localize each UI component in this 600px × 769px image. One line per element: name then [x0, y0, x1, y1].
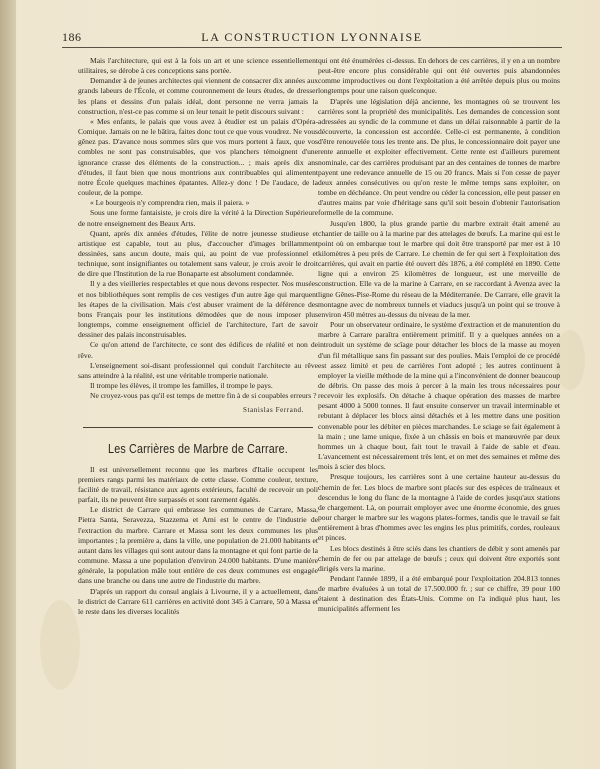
paragraph: qui ont été énumérées ci-dessus. En dehors de ces carrières, il y en a un nombre peut-être encore plus considérable qui ont été ouvertes puis abandonnées comme improductives ou dont l'exploitation a été arrêtée depuis plus ou moins longtemps pour une raison quelconque. — [318, 56, 560, 96]
paragraph: Il y a des vieilleries respectables et que nous devons respecter. Nos musées et nos bibliothèques sont remplis de ces vestiges d'un autre âge qui marquent les étapes de la civilisation. Mais c'est abuser vraiment de la déférence des bons Français pour les institutions démodées que de nous imposer plus longtemps, comme enseignement officiel de l'architecture, l'art de savoir dessiner des palais inconstruisables. — [78, 279, 318, 340]
paragraph: Il est universellement reconnu que les marbres d'Italie occupent les premiers rangs parmi les matériaux de cette classe. Comme couleur, texture, facilité de travail, résistance aux agents extérieurs, faculté de recevoir un poli parfait, ils ne peuvent être surpassés et sont rarement égalés. — [78, 464, 318, 505]
left-column — [78, 56, 318, 617]
page-number: 186 — [62, 30, 82, 44]
section-title: Les Carrières de Marbre de Carrare. — [108, 442, 288, 457]
page-header — [62, 29, 562, 48]
paper-stain — [40, 600, 80, 690]
paragraph: Pour un observateur ordinaire, le système d'extraction et de manutention du marbre à Carrare paraîtra entièrement primitif. Il y a quelques années on a introduit un système de scîage pour détacher les blocs de la masse au moyen d'un fil métallique sans fin passant sur des poulies. Mais l'emploi de ce procédé est assez limité et peu de carrières l'ont adopté ; les autres continuent à employer la vieille méthode de la mine qui a l'inconvénient de donner beaucoup de débris. On passe des mois à percer à la main les trous nécessaires pour recevoir les explosifs. On détache à chaque opération des masses de marbre pesant 4000 à 5000 tonnes. Il faut ensuite conserver un travail interminable et rebutant à déplacer les blocs ainsi détachés et à les mettre dans une position convenable pour les débiter en pièces marchandes. Le sciage se fait également à la main ; une lame unique, fixée à un châssis en bois et manœuvrée par deux hommes un à chaque bout, fait tout le travail à l'aide de sable et d'eau. L'avancement est nécessairement très lent, et on met des semaines et même des mois à scier des blocs. — [318, 320, 560, 472]
paragraph: Quant, après dix années d'études, l'élite de notre jeunesse studieuse et artistique est capable, tout au plus, d'accoucher d'images brillamment dessinées, sans aucun doute, mais qui, au point de vue professionnel et technique, sont insignifiantes ou totalement sans valeur, je crois avoir le droit de dire que l'Institution de la rue Bonaparte est absolument condamnée. — [78, 228, 318, 279]
book-binding — [0, 0, 16, 769]
paragraph: Sous une forme fantaisiste, je crois dire la vérité à la Direction Supérieure de notre enseignement des Beaux Arts. — [78, 208, 318, 228]
paragraph: Il trompe les élèves, il trompe les familles, il trompe le pays. — [90, 381, 273, 390]
paragraph: Ne croyez-vous pas qu'il est temps de mettre fin à de si coupables erreurs ? — [90, 391, 317, 401]
paragraph: Les blocs destinés à être sciés dans les chantiers de débit y sont amenés par chemin de fer ou par attelage de bœufs ; ceux qui doivent être exportés sont dirigés vers la marine. — [318, 543, 560, 573]
paragraph: « Mes enfants, le palais que vous avez à étudier est un palais d'Opéra-Comique. Jamais on ne le bâtira, faites donc tout ce que vous voudrez. Ne vous gênez pas. D'avance nous sommes sûrs que vos murs portent à faux, que vos combles ne sont pas construisables, que vos planchers témoignent d'une ignorance crasse des éléments de la construction... ; mais après dix ans d'études, il faut bien que nous montrions aux contribuables qui alimentent notre École quelques machines épatantes. Allez-y donc ! De l'audace, de la couleur, de la pompe. — [78, 116, 318, 198]
paragraph: Pendant l'année 1899, il a été embarqué pour l'exploitation 204.813 tonnes de marbre évaluées à un total de 17.500.000 fr. ; sur ce chiffre, 39 pour 100 étaient à destination des États-Unis. Comme on l'a indiqué plus haut, les municipalités afferment les — [318, 573, 560, 614]
paragraph: L'enseignement soi-disant professionnel qui conduit l'architecte au rêve sans atteindre à la réalité, est une véritable tromperie nationale. — [78, 360, 318, 380]
paragraph: Jusqu'en 1800, la plus grande partie du marbre extrait était amené au chantier de taille ou à la marine par des attelages de bœufs. La marine qui est le point où on embarque tout le marbre qui doit être transporté par mer est à 10 kilomètres à peu près de Carrare. Le chemin de fer qui sert à l'exploitation des carrières, qui avait en partie été ouvert dès 1876, a été complété en 1890. Cette ligne qui a environ 25 kilomètres de longueur, est une merveille de construction. Elle va de la marine à Carrare, en se raccordant à Avenza avec la ligne Gênes-Pise-Rome du réseau de la Méditerranée. De Carrare, elle gravit la montagne avec de nombreux tunnels et viaducs jusqu'à un point qui se trouve à environ 450 mètres au-dessus du niveau de la mer. — [318, 218, 560, 319]
paragraph: Mais l'architecture, qui est à la fois un art et une science essentiellement utilitaires, se dérobe à ces conceptions sans portée. — [78, 56, 318, 76]
paragraph: Presque toujours, les carrières sont à une certaine hauteur au-dessus du chemin de fer. Les blocs de marbre sont placés sur des espèces de traîneaux et descendus le long du flanc de la montagne à l'aide de cordes jusqu'aux stations de chargement. Là, on pourrait employer avec une énorme économie, des grues pour charger le marbre sur les wagons plates-formes, tandis que le travail se fait entièrement à bras d'hommes avec les engins les plus primitifs, cordes, rouleaux et pinces. — [318, 472, 560, 543]
author-signature: Stanislas Ferrand. — [243, 406, 304, 415]
paragraph: Demander à de jeunes architectes qui viennent de consacrer dix années aux grands labeurs de l'École, et comme couronnement de leurs études, de dresser les plans et dessins d'un palais idéal, dont personne ne verra jamais la construction, n'est-ce pas comme si on leur tenait le petit discours suivant : — [78, 76, 318, 116]
paragraph: D'après une législation déjà ancienne, les montagnes où se trouvent les carrières sont la propriété des municipalités. Les demandes de concession sont adressées au syndic de la commune et dans un délai raisonnable à partir de la découverte, la concession est accordée. Celle-ci est permanente, à condition d'être renouvelée tous les trente ans. De plus, le concessionnaire doit payer une rente annuelle et exploiter effectivement. Cette rente est d'ailleurs purement nominale, car des carrières produisant par an des centaines de tonnes de marbre payent une redevance annuelle de 15 ou 20 francs. Mais si l'on cesse de payer deux années consécutives ou qu'on reste le même temps sans exploiter, on tombe en déchéance. On peut vendre ou céder la concession, elle peut passer en d'autres mains par voie d'héritage sans qu'il soit besoin d'obtenir l'autorisation formelle de la commune. — [318, 96, 560, 218]
paragraph: « Le bourgeois n'y comprendra rien, mais il paiera. » — [90, 198, 250, 208]
paragraph: D'après un rapport du consul anglais à Livourne, il y a actuellement, dans le district de Carrare 611 carrières en activité dont 345 à Carrare, 50 à Massa et le reste dans les diverses localités — [78, 586, 318, 616]
paragraph: Ce qu'on attend de l'architecte, ce sont des édifices de réalité et non de rêve. — [78, 340, 318, 360]
section-divider — [83, 427, 313, 428]
right-column — [318, 56, 560, 615]
paragraph: Le district de Carrare qui embrasse les communes de Carrare, Massa, Pietra Santa, Seravezza, Stazzema et Arni est le centre de l'industrie de l'extraction du marbre. Carrare et Massa sont les deux communes les plus importantes ; la première a, dans la ville, une population de 21.000 habitants et autant dans les villages qui sont autour dans la montagne et qui font partie de la commune. Massa a une population d'environ 24.000 habitants. D'une manière générale, la population mâle tout entière de ces deux communes est engagée dans une branche ou dans une autre de l'industrie du marbre. — [78, 505, 318, 586]
running-title: LA CONSTRUCTION LYONNAISE — [201, 30, 423, 44]
